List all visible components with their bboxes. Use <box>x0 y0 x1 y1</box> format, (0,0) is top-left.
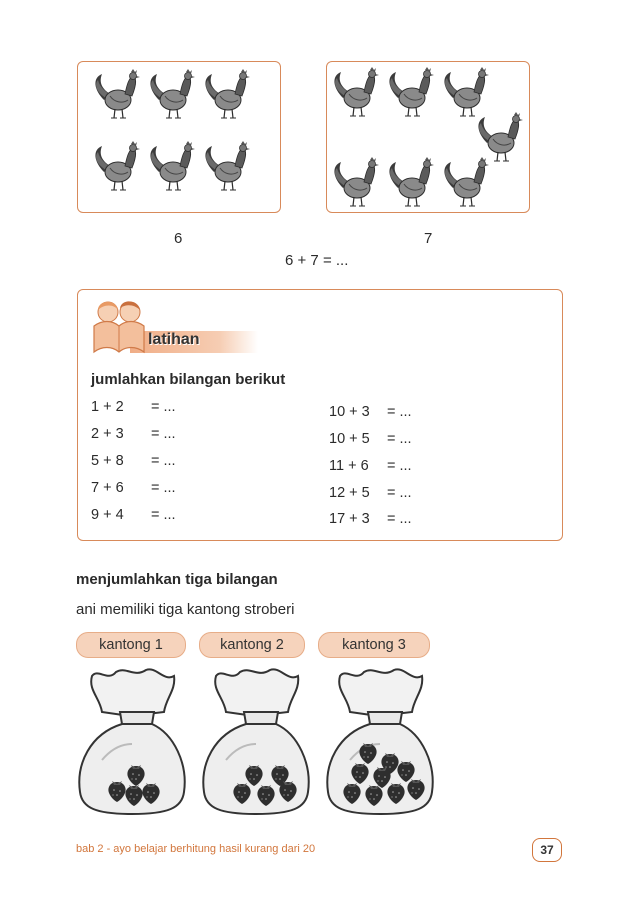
equation-result: = ... <box>151 453 176 469</box>
equation-result: = ... <box>387 511 412 527</box>
page-number: 37 <box>532 838 562 862</box>
bag-label-3: kantong 3 <box>318 632 430 658</box>
bag-label-2: kantong 2 <box>199 632 305 658</box>
children-reading-icon <box>86 296 152 356</box>
equation-expression: 12 + 5 <box>329 485 370 501</box>
equation-result: = ... <box>151 426 176 442</box>
latihan-instruction: jumlahkan bilangan berikut <box>91 371 286 388</box>
rooster-box-right <box>326 61 530 213</box>
equation-expression: 7 + 6 <box>91 480 124 496</box>
equation-expression: 10 + 3 <box>329 404 370 420</box>
rooster-group-six <box>78 62 280 212</box>
equation-result: = ... <box>151 399 176 415</box>
footer-text: bab 2 - ayo belajar berhitung hasil kurang dari 20 <box>76 843 316 855</box>
strawberry-bags <box>70 664 440 824</box>
equation-result: = ... <box>151 480 176 496</box>
equation-expression: 5 + 8 <box>91 453 124 469</box>
section-heading: menjumlahkan tiga bilangan <box>76 571 278 588</box>
equation-result: = ... <box>387 404 412 420</box>
rooster-group-seven <box>327 62 529 212</box>
section-intro: ani memiliki tiga kantong stroberi <box>76 601 295 618</box>
equation-result: = ... <box>151 507 176 523</box>
rooster-box-left <box>77 61 281 213</box>
equation-result: = ... <box>387 458 412 474</box>
bag-label-1: kantong 1 <box>76 632 186 658</box>
top-equation: 6 + 7 = ... <box>285 252 349 269</box>
count-left: 6 <box>174 230 183 247</box>
equation-expression: 1 + 2 <box>91 399 124 415</box>
equation-expression: 10 + 5 <box>329 431 370 447</box>
latihan-label: latihan <box>148 331 200 348</box>
count-right: 7 <box>424 230 433 247</box>
equation-result: = ... <box>387 431 412 447</box>
equation-expression: 2 + 3 <box>91 426 124 442</box>
equation-result: = ... <box>387 485 412 501</box>
equation-expression: 17 + 3 <box>329 511 370 527</box>
equation-expression: 9 + 4 <box>91 507 124 523</box>
equation-expression: 11 + 6 <box>329 458 369 474</box>
